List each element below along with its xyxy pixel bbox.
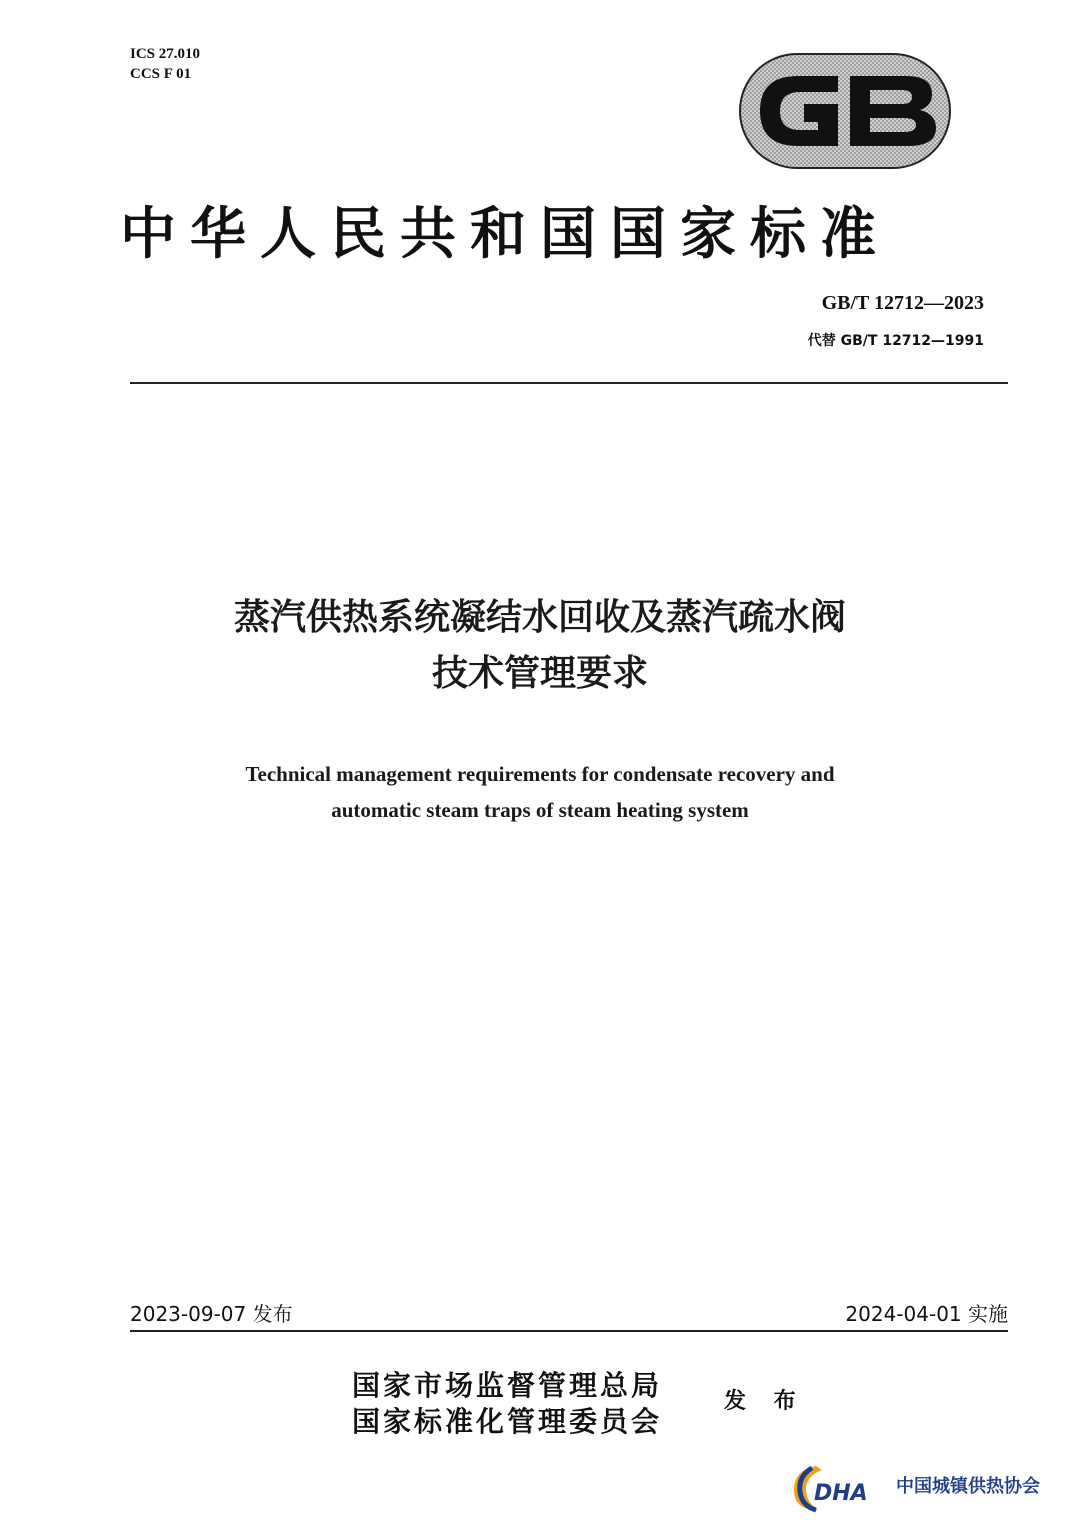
chinese-title	[0, 590, 1080, 702]
cdha-logo	[788, 1456, 888, 1516]
chinese-title-line2: 技术管理要求	[431, 653, 648, 694]
ccs-code: CCS F 01	[130, 66, 192, 82]
replaces-standard: 代替 GB/T 12712—1991	[807, 333, 984, 349]
publish-date: 2023-09-07 发布	[130, 1302, 293, 1326]
implement-date: 2024-04-01 实施	[845, 1302, 1008, 1326]
english-title-line2: automatic steam traps of steam heating system	[331, 798, 749, 822]
national-standard-title: 中华人民共和国国家标准	[120, 201, 890, 267]
issue-label: 发 布	[724, 1388, 806, 1414]
ics-code: ICS 27.010	[130, 46, 201, 62]
top-rule	[130, 382, 1008, 384]
issuing-authorities	[352, 1368, 662, 1440]
issuer-1: 国家市场监督管理总局	[352, 1369, 663, 1402]
svg-text:DHA: DHA	[814, 1481, 868, 1506]
english-title-line1: Technical management requirements for condensate recovery and	[245, 762, 835, 786]
standard-number: GB/T 12712—2023	[821, 292, 984, 314]
association-name: 中国城镇供热协会	[896, 1476, 1040, 1497]
chinese-title-line1: 蒸汽供热系统凝结水回收及蒸汽疏水阀	[233, 597, 846, 638]
english-title	[0, 756, 1080, 828]
issuer-2: 国家标准化管理委员会	[352, 1405, 663, 1438]
classification-codes	[130, 44, 200, 84]
gb-logo	[738, 52, 952, 170]
bottom-rule	[130, 1330, 1008, 1332]
association-watermark	[788, 1456, 1068, 1516]
